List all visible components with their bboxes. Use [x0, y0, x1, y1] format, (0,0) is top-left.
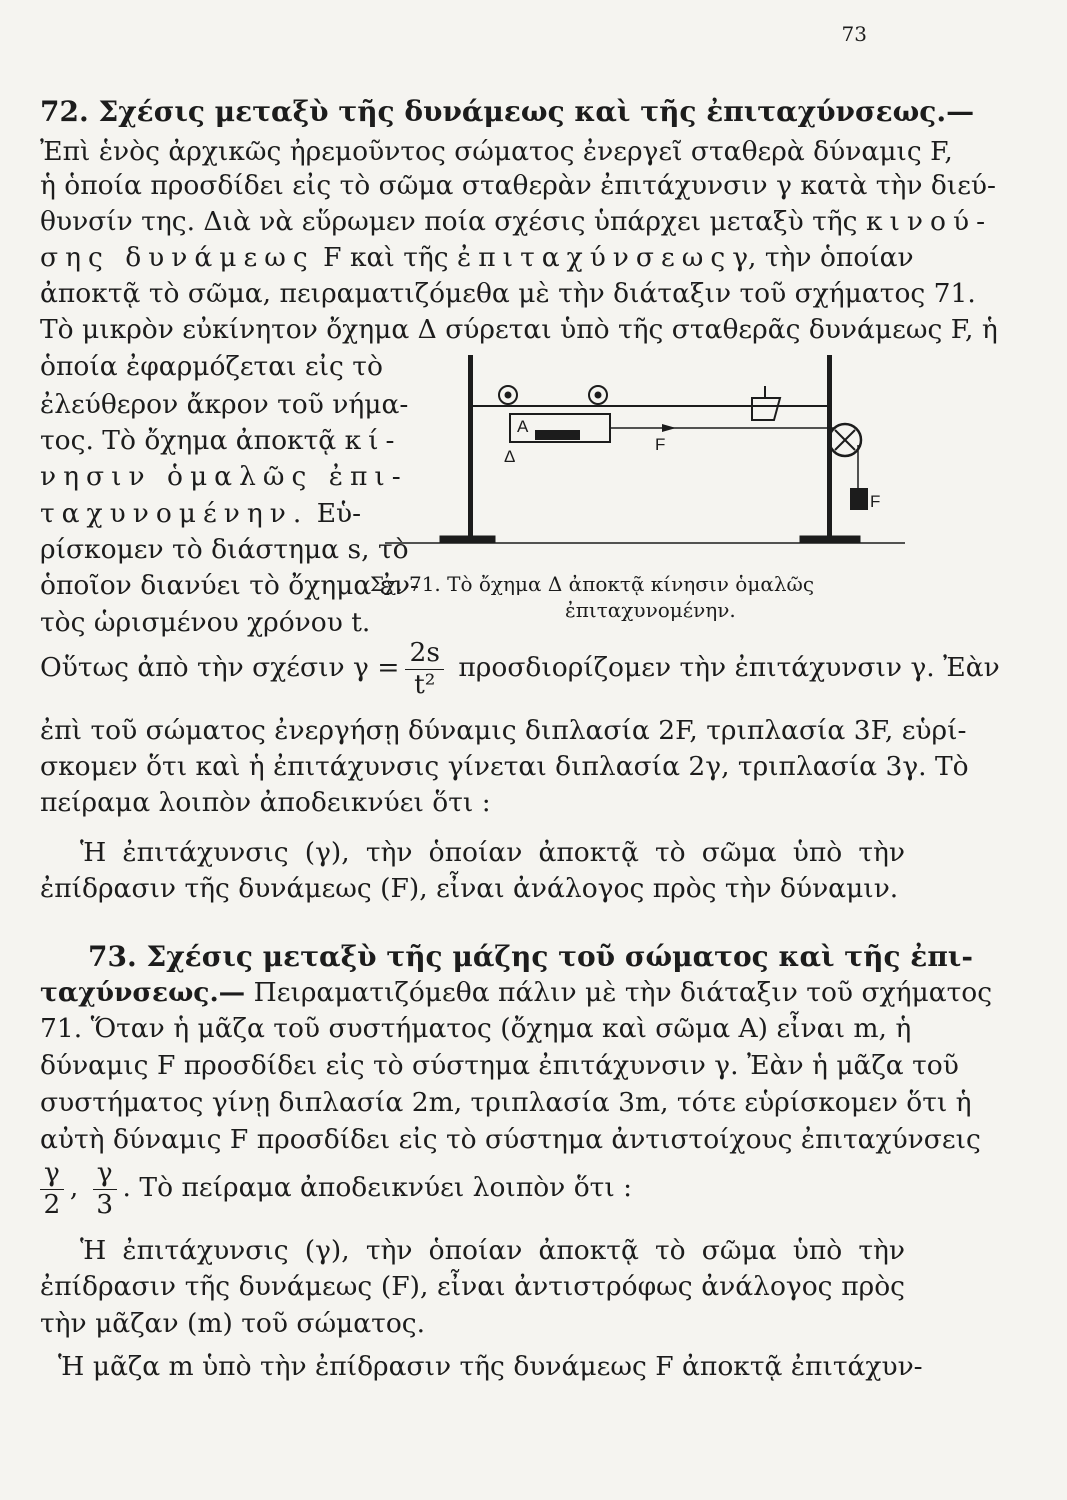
fraction-denominator: t²	[414, 668, 436, 700]
figure-caption: Σχ. 71. Τὸ ὄχημα Δ ἀποκτᾷ κίνησιν ὁμαλῶς	[370, 572, 815, 596]
text-line: πείραμα λοιπὸν ἀποδεικνύει ὅτι :	[40, 787, 491, 818]
text-line	[40, 277, 976, 311]
text-line: ὁποία ἐφαρμόζεται εἰς τὸ	[40, 351, 383, 382]
text-fragment: θυνσίν της. Διὰ νὰ εὕρωμεν ποία σχέσις ὑπάρχει μεταξὺ τῆς	[40, 206, 858, 237]
text-line: Ἡ μᾶζα m ὑπὸ τὴν ἐπίδρασιν τῆς δυνάμεως F ἀποκτᾷ ἐπιτάχυν-	[58, 1351, 923, 1382]
law-line: τὴν μᾶζαν (m) τοῦ σώματος.	[40, 1308, 426, 1339]
text-fragment: προσδιορίζομεν τὴν ἐπιτάχυνσιν γ. Ἐὰν	[458, 652, 1000, 683]
law-line: Ἡ ἐπιτάχυνσις (γ), τὴν ὁποίαν ἀποκτᾷ τὸ σῶμα ὑπὸ τὴν	[80, 837, 905, 868]
text-line	[40, 424, 402, 458]
text-line	[40, 205, 993, 239]
left-stand-base	[440, 536, 495, 543]
text-fragment: Πειραματιζόμεθα πάλιν μὲ τὴν διάταξιν τοῦ σχήματος	[253, 977, 993, 1008]
fraction-denominator: 3	[96, 1188, 114, 1220]
fraction-gamma-over-2	[40, 1157, 64, 1220]
spaced-term: κινού-	[865, 206, 993, 237]
law-line: ἐπίδρασιν τῆς δυνάμεως (F), εἶναι ἀντιστρόφως ἀνάλογος πρὸς	[40, 1271, 905, 1302]
fraction-gamma-over-3	[93, 1157, 117, 1220]
fraction-numerator: 2s	[405, 640, 443, 670]
text-fragment: F καὶ τῆς	[323, 242, 449, 273]
text-fragment: Τὸ πείραμα ἀποδεικνύει λοιπὸν ὅτι :	[139, 1172, 633, 1203]
law-line: ἐπίδρασιν τῆς δυνάμεως (F), εἶναι ἀνάλογος πρὸς τὴν δύναμιν.	[40, 873, 899, 904]
text-line	[40, 241, 914, 275]
spaced-term: κί-	[344, 425, 402, 456]
figure-caption-cont: ἐπιταχυνομένην.	[565, 598, 736, 622]
text-line: ἡ ὁποία προσδίδει εἰς τὸ σῶμα σταθερὰν ἐπιτάχυνσιν γ κατὰ τὴν διεύ-	[40, 170, 996, 201]
text-fragment: γ, τὴν ὁποίαν	[732, 242, 914, 273]
text-line: συστήματος γίνῃ διπλασία 2m, τριπλασία 3m, τότε εὑρίσκομεν ὅτι ἡ	[40, 1087, 972, 1118]
fraction-numerator: γ	[93, 1160, 117, 1190]
text-fragment: τὸ σῶμα, πειραματιζόμεθα μὲ τὴν διάταξιν τοῦ σχήματος 71.	[148, 278, 976, 309]
text-line: ἐλεύθερον ἄκρον τοῦ νήμα-	[40, 389, 409, 420]
text-line	[40, 497, 360, 531]
section-73-heading: 73. Σχέσις μεταξὺ τῆς μάζης τοῦ σώματος καὶ τῆς ἐπι-	[88, 940, 973, 973]
label-delta: Δ	[504, 447, 516, 466]
hanging-weight	[850, 488, 868, 510]
text-line: ρίσκομεν τὸ διάστημα s, τὸ	[40, 534, 409, 565]
text-line: ὁποῖον διανύει τὸ ὄχημα ἐν-	[40, 570, 419, 601]
thread-arrow	[662, 424, 676, 432]
text-line: Τὸ μικρὸν εὐκίνητον ὄχημα Δ σύρεται ὑπὸ τῆς σταθερᾶς δυνάμεως F, ἡ	[40, 314, 998, 345]
spaced-term: ἐπιταχύνσεως	[457, 242, 733, 273]
text-line	[40, 976, 993, 1010]
label-A: A	[517, 417, 529, 436]
text-line: δύναμις F προσδίδει εἰς τὸ σύστημα ἐπιτάχυνσιν γ. Ἐὰν ἡ μᾶζα τοῦ	[40, 1050, 959, 1081]
text-line: σκομεν ὅτι καὶ ἡ ἐπιτάχυνσις γίνεται διπλασία 2γ, τριπλασία 3γ. Τὸ	[40, 751, 969, 782]
law-line: Ἡ ἐπιτάχυνσις (γ), τὴν ὁποίαν ἀποκτᾷ τὸ σῶμα ὑπὸ τὴν	[80, 1235, 905, 1266]
heading-continuation: ταχύνσεως.—	[40, 977, 246, 1008]
label-F-thread: F	[655, 435, 666, 454]
spaced-term: ταχυνομένην.	[40, 498, 309, 529]
text-line	[40, 460, 408, 494]
section-72-heading: 72. Σχέσις μεταξὺ τῆς δυνάμεως καὶ τῆς ἐπιταχύνσεως.—	[40, 95, 975, 128]
spaced-term: σης δυνάμεως	[40, 242, 315, 273]
label-F-weight: F	[870, 492, 881, 511]
text-line: 71. Ὅταν ἡ μᾶζα τοῦ συστήματος (ὄχημα καὶ σῶμα A) εἶναι m, ἡ	[40, 1013, 912, 1044]
fractions-line: $\frac{\gamma}{2}$ , $\frac{\gamma}{3}$ . Τὸ πείραμα ἀποδεικνύει λοιπὸν ὅτι :	[40, 1160, 905, 1218]
fraction-numerator: γ	[40, 1160, 64, 1190]
text-fragment: ἀποκτᾷ	[40, 278, 141, 309]
page-number: 73	[841, 22, 867, 46]
formula-line	[40, 637, 1000, 700]
text-line: ἐπὶ τοῦ σώματος ἐνεργήσῃ δύναμις διπλασία 2F, τριπλασία 3F, εὑρί-	[40, 715, 967, 746]
text-line: τὸς ὡρισμένου χρόνου t.	[40, 607, 371, 638]
figure-71-apparatus	[380, 350, 910, 560]
text-fragment: τος. Τὸ ὄχημα ἀποκτᾷ	[40, 425, 337, 456]
fraction-2s-over-t2	[405, 637, 443, 700]
text-line: Ἐπὶ ἑνὸς ἀρχικῶς ἠρεμοῦντος σώματος ἐνεργεῖ σταθερὰ δύναμις F,	[40, 136, 953, 167]
stopper-clamp	[752, 398, 780, 420]
body-A	[535, 430, 580, 440]
fraction-denominator: 2	[43, 1188, 61, 1220]
text-line: αὐτὴ δύναμις F προσδίδει εἰς τὸ σύστημα ἀντιστοίχους ἐπιταχύνσεις	[40, 1124, 981, 1155]
text-fragment: Οὕτως ἀπὸ τὴν σχέσιν γ =	[40, 652, 400, 683]
left-stand-post	[468, 355, 473, 538]
spaced-term: νησιν ὁμαλῶς ἐπι-	[40, 461, 408, 492]
text-fragment: Εὑ-	[316, 498, 362, 529]
